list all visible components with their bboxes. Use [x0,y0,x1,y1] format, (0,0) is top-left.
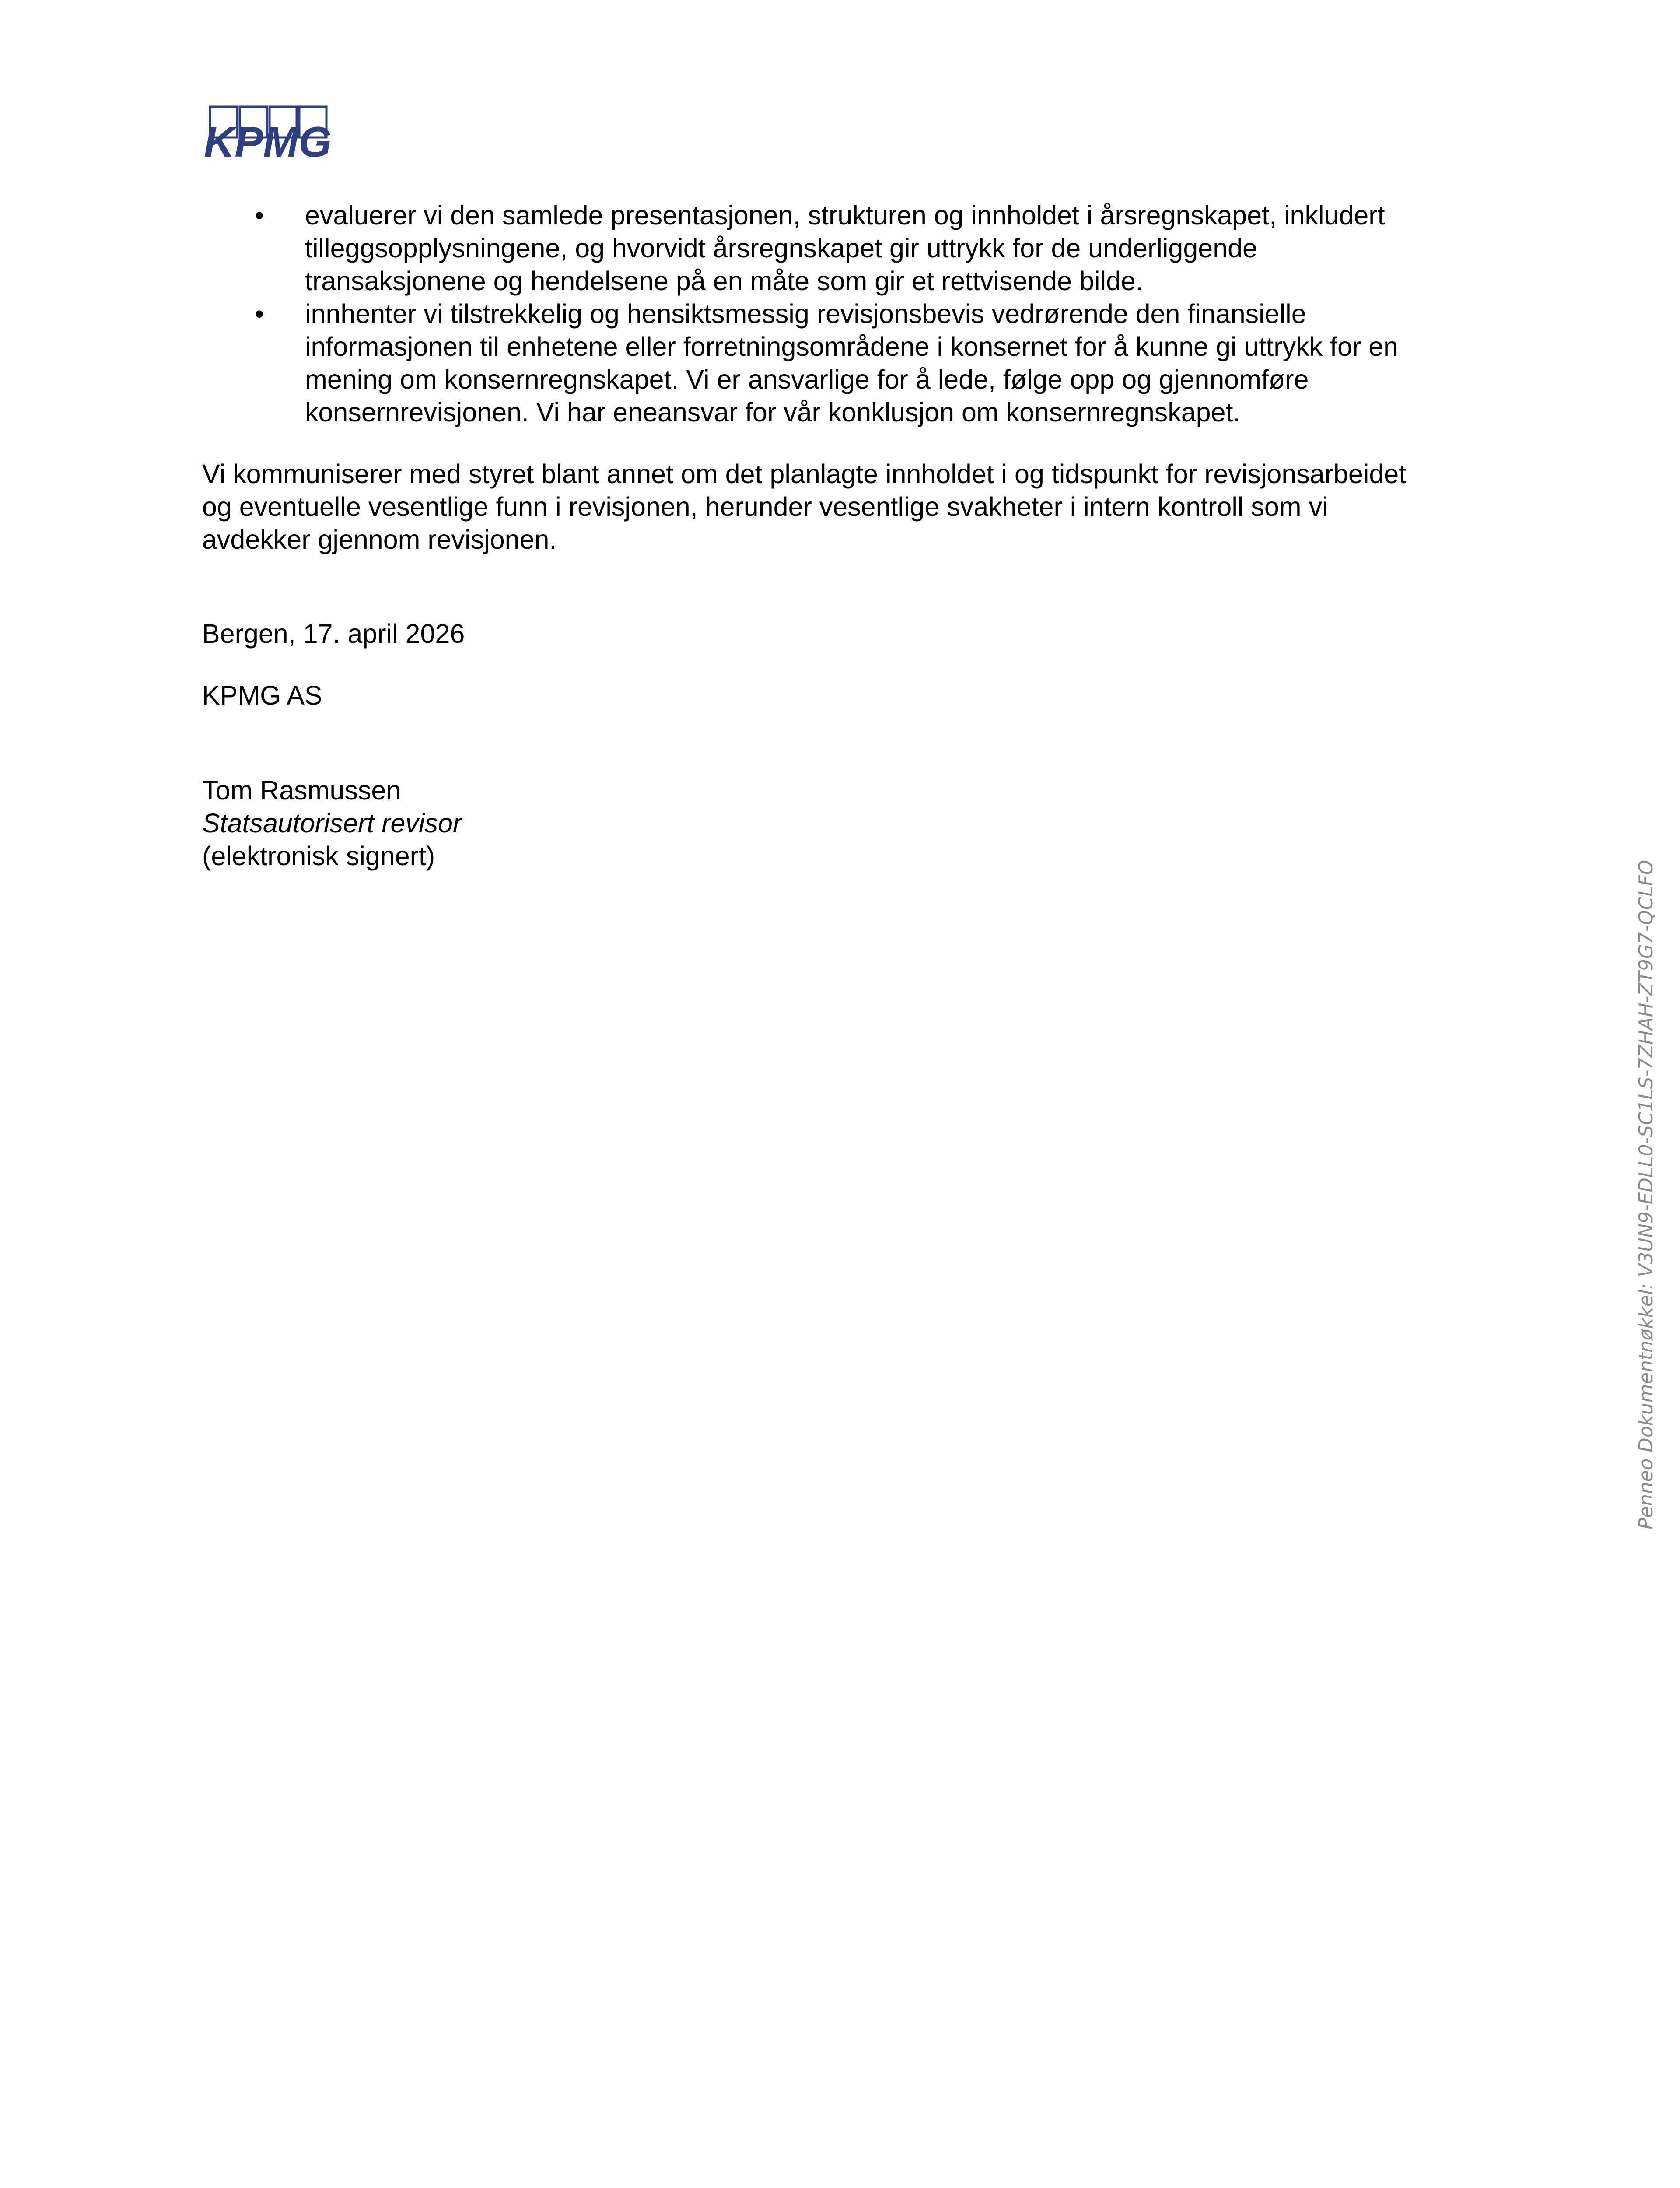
bullet-item [202,298,1506,429]
paragraph-line: avdekker gjennom revisjonen. [202,525,557,554]
signer-block [202,774,1506,873]
bullet-line: konsernrevisjonen. Vi har eneansvar for vår konklusjon om konsernregnskapet. [305,397,1241,427]
signature-note: (elektronisk signert) [202,841,435,871]
paragraph-line: Vi kommuniserer med styret blant annet om det planlagte innholdet i og tidspunkt for revisjonsarbeidet [202,459,1407,489]
logo-text: KPMG [204,118,332,163]
bullet-item [202,199,1506,298]
kpmg-logo [202,102,338,163]
signer-name: Tom Rasmussen [202,775,401,805]
signer-title: Statsautorisert revisor [202,808,462,838]
bullet-dot: • [255,299,264,329]
firm-name: KPMG AS [202,680,322,710]
bullet-list [202,199,1506,429]
bullet-line: tilleggsopplysningene, og hvorvidt årsregnskapet gir uttrykk for de underliggende [305,233,1257,263]
paragraph-line: og eventuelle vesentlige funn i revisjonen, herunder vesentlige svakheter i intern kontroll som vi [202,492,1328,522]
bullet-line: evaluerer vi den samlede presentasjonen, strukturen og innholdet i årsregnskapet, inkludert [305,200,1385,230]
communication-paragraph [202,458,1506,556]
penneo-key-text: Penneo Dokumentnøkkel: V3UN9-EDLL0-SC1LS-7ZHAH-ZT9G7-QCLFO [1635,855,1657,1529]
bullet-line: transaksjonene og hendelsene på en måte som gir et rettvisende bilde. [305,266,1143,296]
document-body [202,199,1506,873]
bullet-line: innhenter vi tilstrekkelig og hensiktsmessig revisjonsbevis vedrørende den finansielle [305,299,1306,329]
bullet-dot: • [255,200,264,230]
bullet-line: mening om konsernregnskapet. Vi er ansvarlige for å lede, følge opp og gjennomføre [305,365,1309,394]
penneo-document-key [1621,853,1669,1536]
place-date: Bergen, 17. april 2026 [202,619,465,649]
bullet-line: informasjonen til enhetene eller forretningsområdene i konsernet for å kunne gi uttrykk for en [305,332,1399,361]
